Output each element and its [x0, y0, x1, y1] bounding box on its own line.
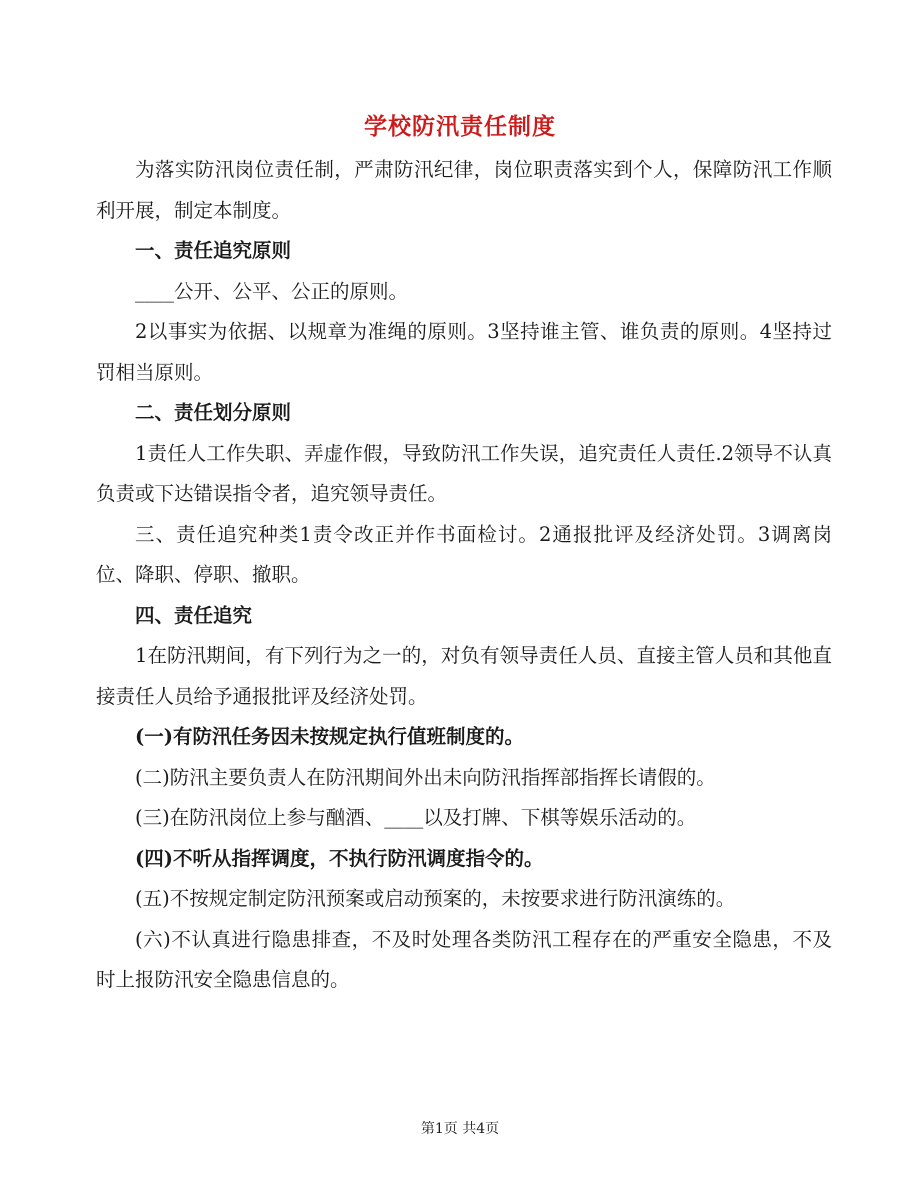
paragraph: ____公开、公平、公正的原则。 — [135, 279, 409, 303]
heading-section-2: 二、责任划分原则 — [135, 401, 292, 424]
list-item: (六)不认真进行隐患排查，不及时处理各类防汛工程存在的严重安全隐患，不及时上报防汛安全隐患信息的。 — [96, 927, 832, 991]
list-item: (五)不按规定制定防汛预案或启动预案的，未按要求进行防汛演练的。 — [135, 887, 736, 910]
paragraph-section-3: 三、责任追究种类1责令改正并作书面检讨。2通报批评及经济处罚。3调离岗位、降职、停职、撤职。 — [96, 522, 832, 586]
paragraph: 1责任人工作失职、弄虚作假，导致防汛工作失误，追究责任人责任.2领导不认真负责或下达错误指令者，追究领导责任。 — [96, 441, 832, 505]
page-number: 第1页 共4页 — [420, 1121, 500, 1137]
heading-section-1: 一、责任追究原则 — [135, 239, 292, 262]
list-item: (三)在防汛岗位上参与酗酒、____以及打牌、下棋等娱乐活动的。 — [135, 806, 697, 829]
document-body — [96, 150, 832, 1001]
list-item: (四)不听从指挥调度，不执行防汛调度指令的。 — [135, 846, 544, 870]
list-item: (一)有防汛任务因未按规定执行值班制度的。 — [135, 725, 524, 748]
paragraph: 1在防汛期间，有下列行为之一的，对负有领导责任人员、直接主管人员和其他直接责任人员给予通报批评及经济处罚。 — [96, 644, 832, 708]
heading-section-4: 四、责任追究 — [135, 603, 253, 627]
document-title: 学校防汛责任制度 — [364, 113, 556, 140]
paragraph-intro: 为落实防汛岗位责任制，严肃防汛纪律，岗位职责落实到个人，保障防汛工作顺利开展，制定本制度。 — [96, 158, 832, 222]
list-item: (二)防汛主要负责人在防汛期间外出未向防汛指挥部指挥长请假的。 — [135, 765, 716, 789]
paragraph: 2以事实为依据、以规章为准绳的原则。3坚持谁主管、谁负责的原则。4坚持过罚相当原则。 — [96, 320, 832, 384]
